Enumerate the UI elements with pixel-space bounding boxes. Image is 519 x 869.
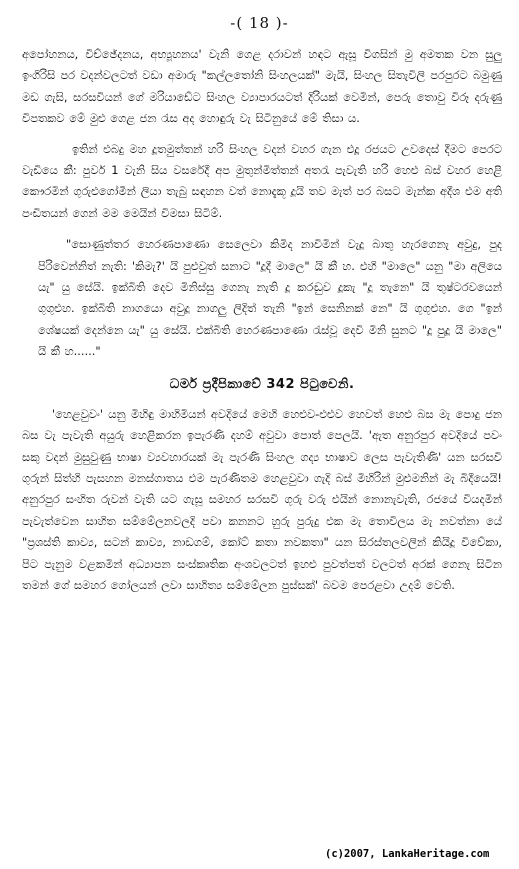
paragraph-inquiry: ඉතින් එබදු මහ දූතමුත්තන් හරි සිංහල වදන් වහර ගැන එදූ රජයට උවදෙස් දීමට පෙරට වැඩියෙ කී: පුර්ව 1 වැනි සිය වසරේදී අප මුතුන්මිත්තන් අතරැ පැවැති හරි හෙළු බස් වහර හෙළි කෞරමින් ගුරුළුගෝමීන් ලියා තැබු සඳහන වත් නොදැකූ දූයි තව මැත් පර බසට මැන්ක අදීශ එම අති පංඩිතයන් ගෙන් මම මෙයින් විමසා සිටිම්. <box>22 141 502 220</box>
page-body <box>22 44 502 596</box>
paragraph-closing: 'හෙළවුවං' යනු මිහිඳු මාහිමියන් අවදියේ මෙහි හෙළුව-එළුව හෙවත් හෙළු බස මැ පොදු ජන බස වැ පැවැති අයුරු හෙළිකරන ඉපැරණි දහම් අවුවා පොත් පෙලයි. 'ඇත අනුරපුර අවදියේ පවං සකු වදන් මුසුවුණු භාෂා ව්‍යවහාරයක් මැ පැරණි සිංහල ගද්‍ය භාෂාව ලෙස පැවැතිණි' යන සරසවි ගුරුන් සිත්හි පැසහන මනස්ගාතය එම පැරණිතම හෙළවුවා ගැදි බස් මිහිරින් මුළුමනින් මැ බිදීයෙයි! අනුරපුර සංහිත රුවන් වැති යට ගැසූ සමහර සරසවි ගුරු වරු එයින් නොනැවැති, රජයේ වියදමින් පැවැත්වෙන සාහිත සම්මේලනවලදි පවා කනනට හුරු පුරුදු එක මැ තොවිලය මැ නවත්නා යේ "ප්‍රශස්ති කාව්‍ය, සටන් කාව්‍ය, නාඩගම්, කෝට් කතා නවකතා" යන සිරස්තලවලින් කියිදූ විවේකා, පිට පැනුම වළකමින් අධ්‍යාපන සංස්කෘතික අංශවලටත් ඉහළු පුවත්පත් වලටත් අරක් ගෙනැ සිටින තමන් ගේ සමහර ගෝලයන් ලවා සාහිත්‍ය සම්මේලන පුස්සක්' බවම පෙරළවා උදම් වෙති. <box>22 406 502 592</box>
copyright-credit: (c)2007, LankaHeritage.com <box>325 848 490 860</box>
source-reference-heading: ධර්ම ප්‍රදීපිකාවේ 342 පිටුවෙනි. <box>169 376 355 392</box>
paragraph-intro: අපෝහනය, විච්ඡේදනය, අභ්‍යූහනය' වැනි ගෙළ දරාවන් හඳට ඇසූ විගසින් මු අමතක වන සුලු ඉංගිරිසි පර වදන්වලටත් වඩා අමාරු "කල්ලතෝනි සිංහලයක්" මැයි, සිංහල සිතැවිලි පරපුරට බමුණු මඩ ගැසි, සරසවියන් ගේ මරියාඩේට සිංහල ව්‍යාපාරයටත් දිරියක් වෙමින්, පෙරු තොවු විරූ දරුණු විපතකව මේ මුළු ගෙළ ජන රැස අද හොඳුරු වැ සිටිනුයේ මේ තිසා ය. <box>22 47 502 126</box>
quoted-passage: "සොණුත්තර හෙරණපාණො සෙලෙවා කිමිද නාවිමින් වැදූ බාතු හැරගෙනැ අවුදු, පුද පිරිවෙන්නිත් නැති: 'කිමැ?' යි පුළුවුත් සනාට "දූදී මාලෙ" යි කී හ. එහි "මාලෙ" යනු "මා අලියෙ යැ" යු සේයි. ඉක්බිති දෙව මිනිස්සු ගෙනැ නැති දූ කරඬුව දූකැ "දූ තැනෙ" යි තුෂ්ටරවයෙන් ගුගුළුහ. ඉක්බිති නාගයො අවුදූ නාගලු ලිදිත් තැනි "ඉන් සෙනිනක් නෙ" යි ගුගුළුහ. ගෙ "ඉන් ශේෂයක් දෙන්නෙ යැ" යු සේයි. එක්බිති හෙරණපාණො රැස්වූ දෙවි මිනි සුනට "දූ පුදූ යි මාලෙ" යි කී හ......" <box>38 237 502 359</box>
page-number: -( 18 )- <box>230 14 289 32</box>
